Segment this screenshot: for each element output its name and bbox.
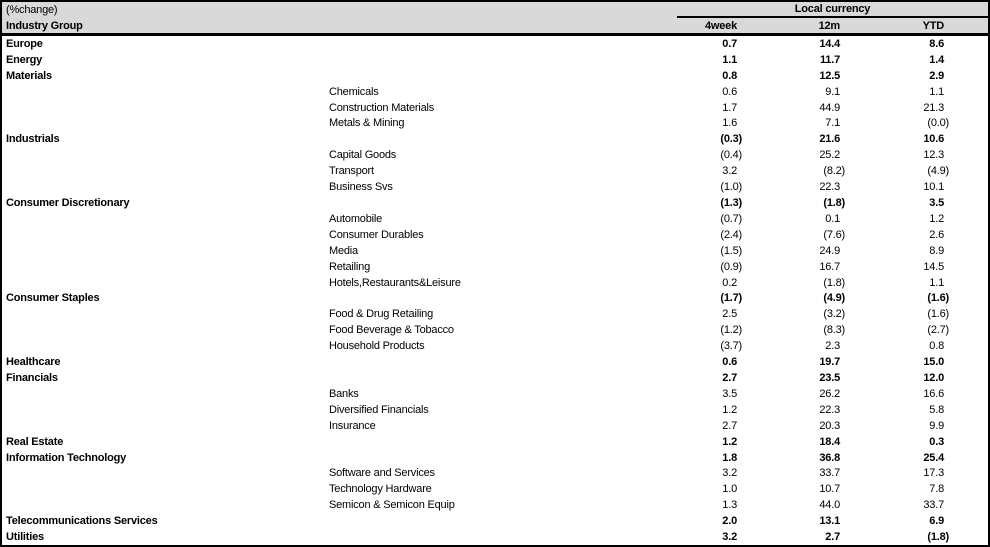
value-ytd: 8.6 bbox=[929, 37, 944, 50]
value-12m: (8.2) bbox=[823, 165, 845, 178]
value-12m: 44.9 bbox=[819, 101, 840, 114]
value-4week: 2.5 bbox=[722, 308, 737, 321]
row-label: Media bbox=[329, 244, 358, 257]
table-row bbox=[2, 116, 988, 132]
value-ytd: 6.9 bbox=[929, 515, 944, 528]
value-4week: (0.4) bbox=[720, 149, 742, 162]
value-ytd: 25.4 bbox=[923, 451, 944, 464]
value-ytd: 2.9 bbox=[929, 69, 944, 82]
value-ytd: (1.8) bbox=[927, 531, 949, 544]
value-4week: 3.2 bbox=[722, 467, 737, 480]
row-label: Construction Materials bbox=[329, 101, 435, 114]
value-ytd: 10.6 bbox=[923, 133, 944, 146]
table-row bbox=[2, 291, 988, 307]
row-label: Food Beverage & Tobacco bbox=[329, 324, 454, 337]
value-12m: 10.7 bbox=[819, 483, 840, 496]
row-label: Food & Drug Retailing bbox=[329, 308, 434, 321]
table-row bbox=[2, 147, 988, 163]
row-label: Transport bbox=[329, 165, 374, 178]
value-ytd: 7.8 bbox=[929, 483, 944, 496]
table-row bbox=[2, 100, 988, 116]
value-4week: 0.6 bbox=[722, 356, 737, 369]
value-4week: 1.2 bbox=[722, 435, 737, 448]
value-4week: 2.7 bbox=[722, 419, 737, 432]
column-header-12m: 12m bbox=[818, 19, 840, 32]
row-label: Financials bbox=[6, 371, 58, 384]
row-label: Energy bbox=[6, 53, 43, 66]
value-4week: (1.2) bbox=[720, 324, 742, 337]
table-row bbox=[2, 338, 988, 354]
row-label: Banks bbox=[329, 387, 359, 400]
value-4week: 3.2 bbox=[722, 531, 737, 544]
value-ytd: (1.6) bbox=[927, 292, 949, 305]
value-ytd: 0.3 bbox=[929, 435, 944, 448]
table-row bbox=[2, 68, 988, 84]
value-12m: 12.5 bbox=[819, 69, 840, 82]
table-row bbox=[2, 306, 988, 322]
row-label: Retailing bbox=[329, 260, 371, 273]
value-ytd: 2.6 bbox=[929, 228, 944, 241]
value-12m: 14.4 bbox=[819, 37, 840, 50]
row-label: Software and Services bbox=[329, 467, 435, 480]
value-ytd: 21.3 bbox=[923, 101, 944, 114]
table-row bbox=[2, 481, 988, 497]
row-label: Materials bbox=[6, 69, 52, 82]
value-12m: 18.4 bbox=[819, 435, 840, 448]
value-4week: 3.5 bbox=[722, 387, 737, 400]
value-ytd: 12.0 bbox=[923, 371, 944, 384]
row-label: Europe bbox=[6, 37, 43, 50]
value-4week: (0.9) bbox=[720, 260, 742, 273]
value-ytd: 1.2 bbox=[929, 212, 944, 225]
row-label: Industrials bbox=[6, 133, 60, 146]
row-label: Household Products bbox=[329, 340, 425, 353]
row-label: Hotels,Restaurants&Leisure bbox=[329, 276, 461, 289]
value-12m: 2.3 bbox=[825, 340, 840, 353]
value-12m: 36.8 bbox=[819, 451, 840, 464]
table-row bbox=[2, 84, 988, 100]
column-header-4week: 4week bbox=[704, 19, 737, 32]
value-12m: 9.1 bbox=[825, 85, 840, 98]
value-12m: (7.6) bbox=[823, 228, 845, 241]
value-ytd: 5.8 bbox=[929, 403, 944, 416]
row-label: Insurance bbox=[329, 419, 376, 432]
value-12m: 2.7 bbox=[825, 531, 840, 544]
table-row bbox=[2, 52, 988, 68]
value-ytd: 8.9 bbox=[929, 244, 944, 257]
value-ytd: 3.5 bbox=[929, 197, 944, 210]
header-row-top bbox=[2, 2, 988, 18]
table-row bbox=[2, 402, 988, 418]
table-row bbox=[2, 354, 988, 370]
value-12m: 16.7 bbox=[819, 260, 840, 273]
table-row bbox=[2, 450, 988, 466]
table-body bbox=[2, 36, 988, 545]
value-4week: 1.0 bbox=[722, 483, 737, 496]
table-row bbox=[2, 227, 988, 243]
value-4week: 0.6 bbox=[722, 85, 737, 98]
row-label: Chemicals bbox=[329, 85, 379, 98]
value-ytd: 33.7 bbox=[923, 499, 944, 512]
value-12m: 11.7 bbox=[819, 53, 840, 66]
table-row bbox=[2, 418, 988, 434]
value-ytd: 10.1 bbox=[923, 181, 944, 194]
table-row bbox=[2, 243, 988, 259]
value-4week: 1.1 bbox=[722, 53, 737, 66]
row-label: Technology Hardware bbox=[329, 483, 432, 496]
value-4week: (1.3) bbox=[720, 197, 742, 210]
value-4week: 0.2 bbox=[722, 276, 737, 289]
table-row bbox=[2, 370, 988, 386]
row-label: Consumer Discretionary bbox=[6, 197, 130, 210]
table-row bbox=[2, 131, 988, 147]
value-12m: (4.9) bbox=[823, 292, 845, 305]
value-4week: (0.3) bbox=[720, 133, 742, 146]
row-label: Diversified Financials bbox=[329, 403, 429, 416]
value-12m: 0.1 bbox=[825, 212, 840, 225]
value-12m: 25.2 bbox=[819, 149, 840, 162]
row-label: Consumer Staples bbox=[6, 292, 100, 305]
header-row-columns bbox=[2, 18, 988, 33]
value-4week: (1.7) bbox=[720, 292, 742, 305]
value-ytd: 16.6 bbox=[923, 387, 944, 400]
value-12m: 21.6 bbox=[819, 133, 840, 146]
row-label: Information Technology bbox=[6, 451, 127, 464]
value-4week: 2.7 bbox=[722, 371, 737, 384]
table-header bbox=[2, 2, 988, 36]
row-label: Telecommunications Services bbox=[6, 515, 158, 528]
row-label: Semicon & Semicon Equip bbox=[329, 499, 455, 512]
value-ytd: 1.1 bbox=[929, 276, 944, 289]
value-ytd: 12.3 bbox=[923, 149, 944, 162]
value-12m: 24.9 bbox=[819, 244, 840, 257]
value-4week: (2.4) bbox=[720, 228, 742, 241]
table-row bbox=[2, 163, 988, 179]
value-4week: (0.7) bbox=[720, 212, 742, 225]
value-4week: 1.8 bbox=[722, 451, 737, 464]
row-label: Business Svs bbox=[329, 181, 393, 194]
value-12m: 20.3 bbox=[819, 419, 840, 432]
value-12m: 26.2 bbox=[819, 387, 840, 400]
value-12m: 22.3 bbox=[819, 403, 840, 416]
table-row bbox=[2, 465, 988, 481]
table-row bbox=[2, 275, 988, 291]
value-4week: 1.6 bbox=[722, 117, 737, 130]
table-row bbox=[2, 513, 988, 529]
table-row bbox=[2, 386, 988, 402]
value-4week: 0.8 bbox=[722, 69, 737, 82]
row-label: Metals & Mining bbox=[329, 117, 405, 130]
value-12m: 13.1 bbox=[819, 515, 840, 528]
value-4week: 2.0 bbox=[722, 515, 737, 528]
value-ytd: 14.5 bbox=[923, 260, 944, 273]
column-header-ytd: YTD bbox=[922, 19, 944, 32]
value-ytd: (2.7) bbox=[927, 324, 949, 337]
value-12m: 44.0 bbox=[819, 499, 840, 512]
value-ytd: 9.9 bbox=[929, 419, 944, 432]
value-ytd: 15.0 bbox=[923, 356, 944, 369]
value-ytd: 1.4 bbox=[929, 53, 944, 66]
row-label: Automobile bbox=[329, 212, 383, 225]
percent-change-label: (%change) bbox=[6, 4, 58, 16]
table-row bbox=[2, 259, 988, 275]
table-row bbox=[2, 211, 988, 227]
value-12m: 23.5 bbox=[819, 371, 840, 384]
value-12m: (1.8) bbox=[823, 276, 845, 289]
row-label: Capital Goods bbox=[329, 149, 397, 162]
value-4week: 1.7 bbox=[722, 101, 737, 114]
value-4week: 1.3 bbox=[722, 499, 737, 512]
value-4week: 0.7 bbox=[722, 37, 737, 50]
industry-group-header: Industry Group bbox=[6, 19, 83, 32]
table-row bbox=[2, 179, 988, 195]
local-currency-header: Local currency bbox=[677, 2, 988, 18]
table-row bbox=[2, 322, 988, 338]
value-4week: (1.5) bbox=[720, 244, 742, 257]
row-label: Consumer Durables bbox=[329, 228, 424, 241]
value-ytd: (4.9) bbox=[927, 165, 949, 178]
value-4week: (1.0) bbox=[720, 181, 742, 194]
table-row bbox=[2, 529, 988, 545]
value-12m: (3.2) bbox=[823, 308, 845, 321]
value-ytd: 1.1 bbox=[929, 85, 944, 98]
value-4week: 1.2 bbox=[722, 403, 737, 416]
value-12m: (1.8) bbox=[823, 197, 845, 210]
table-row bbox=[2, 36, 988, 52]
value-ytd: (0.0) bbox=[927, 117, 949, 130]
value-12m: (8.3) bbox=[823, 324, 845, 337]
value-12m: 33.7 bbox=[819, 467, 840, 480]
row-label: Real Estate bbox=[6, 435, 64, 448]
value-12m: 19.7 bbox=[819, 356, 840, 369]
table-row bbox=[2, 434, 988, 450]
row-label: Utilities bbox=[6, 531, 44, 544]
table-row bbox=[2, 195, 988, 211]
row-label: Healthcare bbox=[6, 356, 61, 369]
table-row bbox=[2, 497, 988, 513]
value-ytd: 17.3 bbox=[923, 467, 944, 480]
value-12m: 7.1 bbox=[825, 117, 840, 130]
value-ytd: 0.8 bbox=[929, 340, 944, 353]
value-ytd: (1.6) bbox=[927, 308, 949, 321]
value-12m: 22.3 bbox=[819, 181, 840, 194]
value-4week: 3.2 bbox=[722, 165, 737, 178]
value-4week: (3.7) bbox=[720, 340, 742, 353]
